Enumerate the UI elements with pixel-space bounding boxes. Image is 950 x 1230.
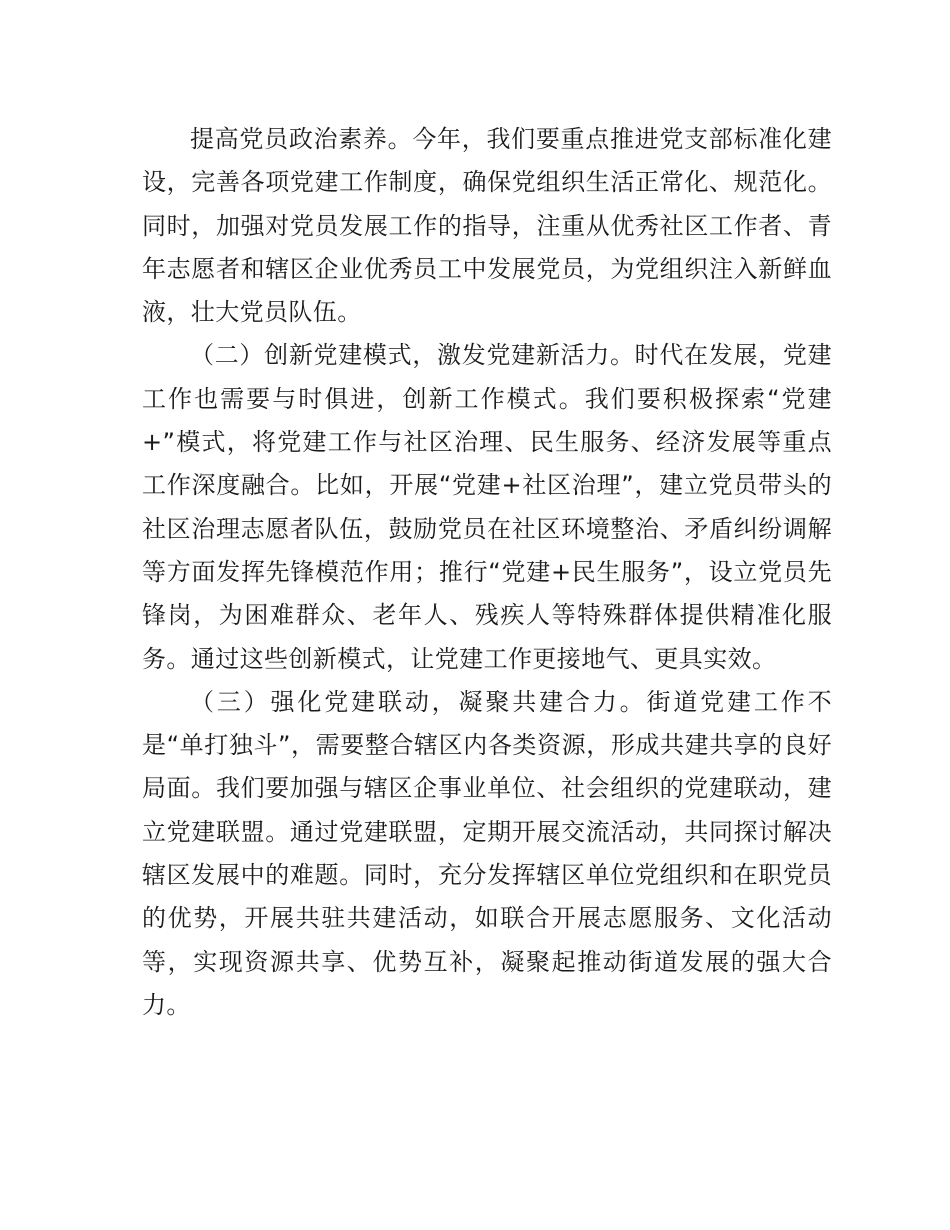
paragraph-strengthen-party-linkage: （三）强化党建联动，凝聚共建合力。街道党建工作不是“单打独斗”，需要整合辖区内各类资源，形成共建共享的良好局面。我们要加强与辖区企事业单位、社会组织的党建联动，建立党建联盟。通过党建联盟，定期开展交流活动，共同探讨解决辖区发展中的难题。同时，充分发挥辖区单位党组织和在职党员的优势，开展共驻共建活动，如联合开展志愿服务、文化活动等，实现资源共享、优势互补，凝聚起推动街道发展的强大合力。 (142, 687, 832, 1019)
paragraph-party-member-quality: 提高党员政治素养。今年，我们要重点推进党支部标准化建设，完善各项党建工作制度，确保党组织生活正常化、规范化。同时，加强对党员发展工作的指导，注重从优秀社区工作者、青年志愿者和辖区企业优秀员工中发展党员，为党组织注入新鲜血液，壮大党员队伍。 (142, 125, 832, 327)
document-body (142, 118, 832, 1027)
paragraph-innovate-party-model: （二）创新党建模式，激发党建新活力。时代在发展，党建工作也需要与时俱进，创新工作模式。我们要积极探索“党建+”模式，将党建工作与社区治理、民生服务、经济发展等重点工作深度融合。比如，开展“党建+社区治理”，建立党员带头的社区治理志愿者队伍，鼓励党员在社区环境整治、矛盾纠纷调解等方面发挥先锋模范作用；推行“党建+民生服务”，设立党员先锋岗，为困难群众、老年人、残疾人等特殊群体提供精准化服务。通过这些创新模式，让党建工作更接地气、更具实效。 (142, 341, 832, 673)
